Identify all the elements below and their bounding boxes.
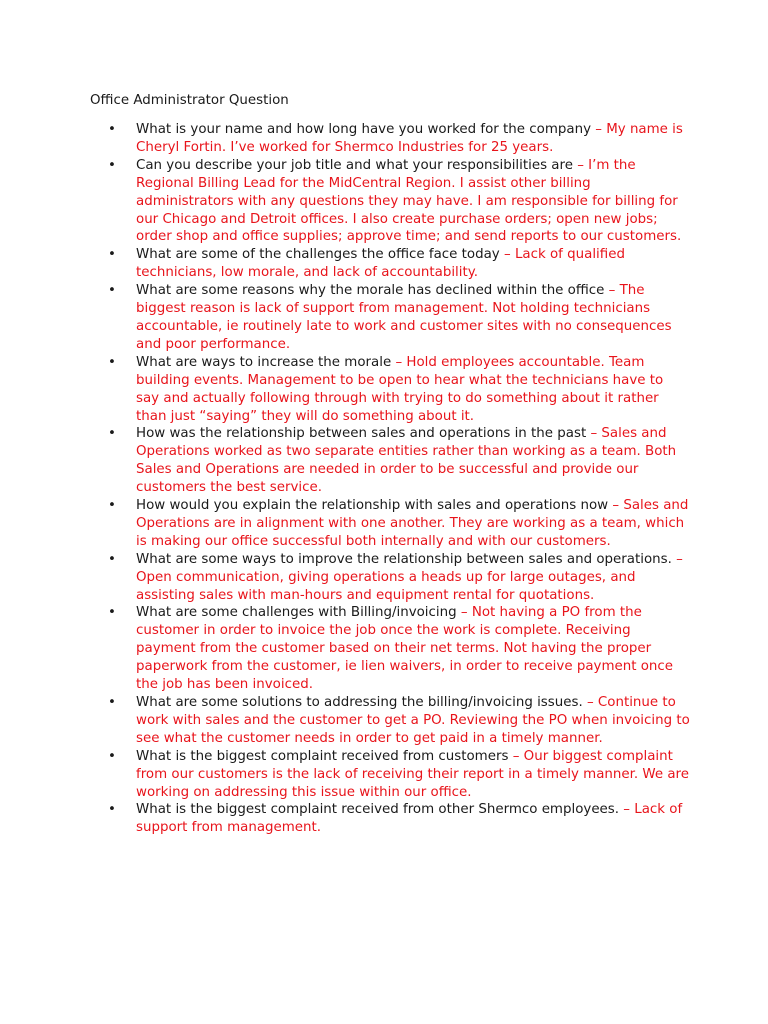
document-title: Office Administrator Question: [90, 93, 289, 108]
answer-text: – My name is Cheryl Fortin. I’ve worked for Shermco Industries for 25 years.: [136, 122, 683, 155]
list-item: [90, 497, 690, 551]
question-text: What are some ways to improve the relationship between sales and operations.: [136, 551, 672, 567]
bullet-icon: •: [108, 748, 116, 764]
bullet-icon: •: [108, 551, 116, 567]
answer-text: – Lack of support from management.: [136, 802, 683, 836]
question-text: What is the biggest complaint received from customers: [136, 748, 509, 764]
list-item: [90, 282, 690, 354]
bullet-icon: •: [108, 605, 116, 621]
answer-text: – Sales and Operations are in alignment with one another. They are working as a team, which is making our office successful both internally and with our customers.: [136, 498, 689, 549]
answer-text: – Hold employees accountable. Team building events. Management to be open to hear what the technicians have to say and actually following through with trying to do something about it rather than just “saying” they will do something about it.: [136, 354, 664, 424]
list-item: [90, 121, 690, 157]
answer-text: – Open communication, giving operations a heads up for large outages, and assisting sales with man-hours and equipment rental for quotations.: [136, 551, 683, 603]
list-item: [90, 604, 690, 694]
question-text: Can you describe your job title and what your responsibilities are: [136, 157, 573, 173]
bullet-icon: •: [108, 247, 116, 263]
answer-text: – Our biggest complaint from our customers is the lack of receiving their report in a timely manner. We are working on addressing this issue within our office.: [136, 748, 690, 800]
question-list: [90, 121, 690, 837]
list-item: [90, 157, 690, 247]
bullet-icon: •: [108, 122, 116, 137]
answer-text: – Not having a PO from the customer in order to invoice the job once the work is complete. Receiving payment from the customer based on their net terms. Not having the proper paperwork from the customer, ie lien waivers, in order to receive payment once the job has been invoiced.: [136, 605, 674, 693]
question-text: What are some solutions to addressing the billing/invoicing issues.: [136, 695, 583, 710]
bullet-icon: •: [108, 426, 116, 442]
bullet-icon: •: [108, 802, 116, 818]
bullet-icon: •: [108, 498, 116, 514]
answer-text: – Sales and Operations worked as two separate entities rather than working as a team. Both Sales and Operations are needed in order to be successful and provide our customers the best service.: [136, 426, 677, 496]
question-text: What is your name and how long have you worked for the company: [136, 122, 591, 137]
answer-text: – Continue to work with sales and the customer to get a PO. Reviewing the PO when invoicing to see what the customer needs in order to get paid in a timely manner.: [136, 695, 690, 746]
question-text: What are some reasons why the morale has declined within the office: [136, 283, 605, 299]
bullet-icon: •: [108, 354, 116, 370]
answer-text: – The biggest reason is lack of support from management. Not holding technicians accountable, ie routinely late to work and customer sites with no consequences and poor performance.: [136, 283, 672, 352]
list-item: [90, 801, 690, 837]
question-text: What are some challenges with Billing/invoicing: [136, 605, 457, 621]
list-item: [90, 246, 690, 282]
bullet-icon: •: [108, 695, 116, 710]
list-item: [90, 748, 690, 802]
question-text: What are some of the challenges the office face today: [136, 247, 500, 263]
question-text: What are ways to increase the morale: [136, 354, 392, 370]
list-item: [90, 354, 690, 426]
bullet-icon: •: [108, 283, 116, 299]
bullet-icon: •: [108, 157, 116, 173]
question-text: How was the relationship between sales and operations in the past: [136, 426, 587, 442]
answer-text: – Lack of qualified technicians, low morale, and lack of accountability.: [136, 247, 625, 281]
list-item: [90, 425, 690, 497]
question-text: How would you explain the relationship with sales and operations now: [136, 498, 609, 514]
answer-text: – I’m the Regional Billing Lead for the MidCentral Region. I assist other billing administrators with any questions they may have. I am responsible for billing for our Chicago and Detroit offices. I also create purchase orders; open new jobs; order shop and office supplies; approve time; and send reports to our customers.: [136, 157, 682, 245]
list-item: [90, 551, 690, 605]
question-text: What is the biggest complaint received from other Shermco employees.: [136, 802, 620, 818]
list-item: [90, 694, 690, 748]
